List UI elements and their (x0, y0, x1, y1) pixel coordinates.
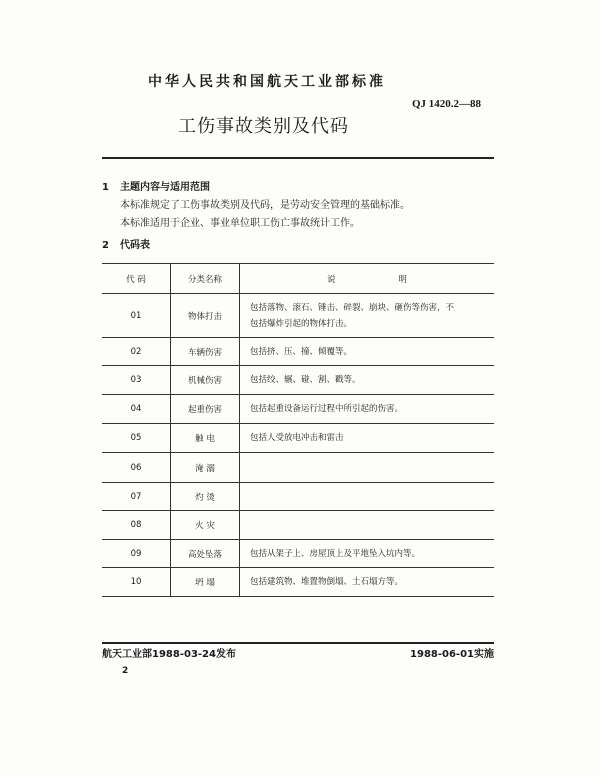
table-row (102, 568, 494, 597)
row-description: 包括绞、辗、碰、割、戳等。 (240, 366, 495, 395)
section-title: 代码表 (120, 240, 150, 251)
table-row (102, 483, 494, 511)
row-description (240, 511, 495, 540)
header-divider (102, 157, 494, 159)
row-name: 火 灾 (171, 511, 240, 540)
row-code: 07 (102, 483, 171, 511)
section-number: 2 (102, 240, 109, 251)
section-2-heading (102, 236, 150, 251)
code-table (102, 263, 494, 597)
row-description: 包括落物、滚石、锤击、碎裂、崩块、砸伤等伤害，不包括爆炸引起的物体打击。 (240, 294, 495, 338)
section-1-heading (102, 178, 210, 193)
document-title: 工伤事故类别及代码 (178, 116, 349, 137)
row-code: 03 (102, 366, 171, 395)
table-row (102, 424, 494, 453)
table-header-row (102, 264, 494, 294)
effective-date: 1988-06-01实施 (410, 649, 494, 660)
row-name: 车辆伤害 (171, 338, 240, 366)
row-code: 09 (102, 540, 171, 568)
row-code: 08 (102, 511, 171, 540)
row-name: 灼 烫 (171, 483, 240, 511)
row-name: 机械伤害 (171, 366, 240, 395)
table-row (102, 511, 494, 540)
row-code: 02 (102, 338, 171, 366)
row-name: 坍 塌 (171, 568, 240, 597)
table-row (102, 453, 494, 483)
table-row (102, 338, 494, 366)
row-name: 淹 溺 (171, 453, 240, 483)
row-name: 触 电 (171, 424, 240, 453)
paragraph: 本标准规定了工伤事故类别及代码，是劳动安全管理的基础标准。 (120, 200, 410, 211)
row-description (240, 483, 495, 511)
row-description: 包括起重设备运行过程中所引起的伤害。 (240, 395, 495, 424)
paragraph: 本标准适用于企业、事业单位职工伤亡事故统计工作。 (120, 218, 360, 229)
row-code: 10 (102, 568, 171, 597)
table-row (102, 366, 494, 395)
row-code: 04 (102, 395, 171, 424)
row-code: 01 (102, 294, 171, 338)
row-description: 包括挤、压、撞、倾覆等。 (240, 338, 495, 366)
issue-date: 航天工业部1988-03-24发布 (102, 649, 236, 660)
row-code: 06 (102, 453, 171, 483)
row-code: 05 (102, 424, 171, 453)
page-number: 2 (122, 666, 129, 676)
row-name: 高处坠落 (171, 540, 240, 568)
table-row (102, 294, 494, 338)
ministry-standard-heading: 中华人民共和国航天工业部标准 (148, 74, 386, 90)
row-name: 物体打击 (171, 294, 240, 338)
row-description (240, 453, 495, 483)
row-description: 包括人受放电冲击和雷击 (240, 424, 495, 453)
header-description: 说 明 (240, 264, 495, 294)
header-name: 分类名称 (171, 264, 240, 294)
table-row (102, 395, 494, 424)
row-description: 包括建筑物、堆置物倒塌、土石塌方等。 (240, 568, 495, 597)
header-code: 代 码 (102, 264, 171, 294)
footer-divider (102, 642, 494, 644)
row-name: 起重伤害 (171, 395, 240, 424)
table-row (102, 540, 494, 568)
row-description: 包括从架子上、房屋顶上及平地坠入坑内等。 (240, 540, 495, 568)
section-number: 1 (102, 182, 109, 193)
standard-code: QJ 1420.2—88 (412, 98, 482, 110)
section-title: 主题内容与适用范围 (120, 182, 210, 193)
